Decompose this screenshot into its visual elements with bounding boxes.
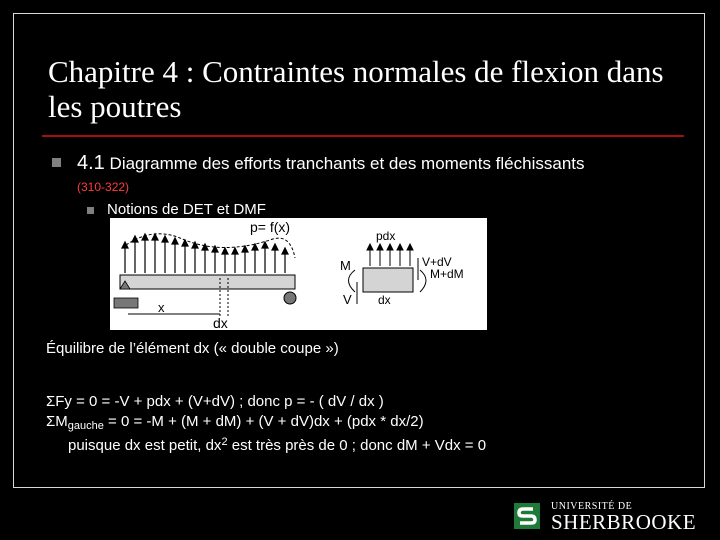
- logo-mark-icon: [514, 503, 540, 529]
- university-logo: [514, 500, 704, 534]
- beam: [120, 275, 295, 289]
- slide-title: Chapitre 4 : Contraintes normales de flexion dans les poutres: [48, 54, 664, 124]
- bullet-marker: [52, 158, 61, 167]
- load-label: p= f(x): [250, 219, 291, 235]
- section-number: 4.1: [77, 152, 105, 174]
- title-divider: [42, 135, 684, 137]
- equation-conclusion: [68, 434, 486, 454]
- v-label: V: [343, 292, 352, 307]
- logo-s-icon: [514, 503, 540, 529]
- beam-diagram-svg: [110, 218, 487, 330]
- mdm-label: M+dM: [430, 267, 464, 281]
- element-dx: [363, 268, 413, 292]
- logo-line1: UNIVERSITÉ DE: [551, 501, 633, 512]
- load-arrows: [122, 234, 288, 273]
- equation-m-subscript: gauche: [67, 420, 104, 432]
- page-reference: (310-322): [77, 180, 130, 194]
- dx-label-right: dx: [378, 293, 391, 307]
- x-label: x: [158, 300, 165, 315]
- moment-right-arrow: [420, 270, 426, 292]
- element-load-arrows: [367, 244, 413, 266]
- m-label: M: [340, 258, 351, 273]
- bullet-item-diagrams: [77, 152, 585, 175]
- load-curve: [122, 234, 295, 258]
- equation-m-rest: = 0 = -M + (M + dM) + (V + dV)dx + (pdx * dx/2): [103, 413, 424, 430]
- conclusion-part-b: est très près de 0 ; donc dM + Vdx = 0: [227, 437, 487, 454]
- sub-bullet-item: Notions de DET et DMF: [107, 201, 266, 218]
- moment-left-arrow: [349, 270, 356, 292]
- vdv-label: V+dV: [422, 255, 452, 269]
- equation-sum-fy: ΣFy = 0 = -V + pdx + (V+dV) ; donc p = - ( dV / dx ): [46, 393, 384, 410]
- conclusion-part-a: puisque dx est petit, dx: [68, 437, 222, 454]
- equation-m-prefix: ΣM: [46, 413, 68, 430]
- section-text: Diagramme des efforts tranchants et des moments fléchissants: [109, 154, 585, 173]
- equilibrium-heading: Équilibre de l’élément dx (« double coupe »): [46, 340, 339, 357]
- right-roller-icon: [284, 292, 296, 304]
- beam-diagram: [110, 218, 487, 330]
- logo-line2: SHERBROOKE: [551, 510, 697, 534]
- pdx-label: pdx: [376, 229, 396, 243]
- equation-sum-m: [46, 413, 424, 435]
- left-support-base: [114, 298, 138, 308]
- conclusion-superscript: 2: [221, 436, 228, 448]
- dx-label-left: dx: [213, 315, 228, 330]
- sub-bullet-marker: [87, 207, 94, 214]
